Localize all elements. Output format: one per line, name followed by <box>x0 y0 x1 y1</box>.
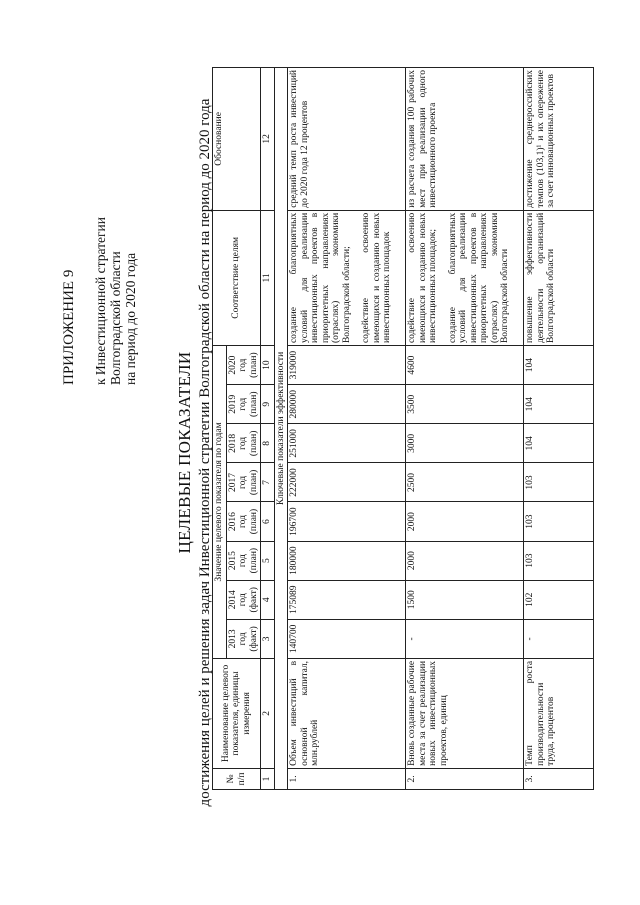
row-goal-text: создание благоприятных условий для реализации инвестиционных проектов в приоритетных направлениях (отраслях) экономики Волгоградской области; <box>289 212 352 344</box>
column-number: 11 <box>261 210 275 345</box>
column-number: 5 <box>261 541 275 580</box>
row-goals <box>406 210 524 345</box>
row-value: 222000 <box>288 463 406 502</box>
column-number: 6 <box>261 502 275 541</box>
column-number: 3 <box>261 619 275 658</box>
appendix-line: к Инвестиционной стратегии <box>93 217 108 385</box>
column-number: 4 <box>261 580 275 619</box>
row-value: 280000 <box>288 385 406 424</box>
column-number: 2 <box>261 658 275 768</box>
table-row <box>406 68 524 790</box>
row-value: 2000 <box>406 502 524 541</box>
row-value: 4600 <box>406 346 524 385</box>
header-year: 2019 год (план) <box>226 385 261 424</box>
header-year: 2013 год (факт) <box>226 619 261 658</box>
header-values-group: Значение целевого показателя по годам <box>213 346 227 659</box>
row-value: 104 <box>524 424 594 463</box>
appendix-block <box>62 25 138 385</box>
row-value: 103 <box>524 541 594 580</box>
column-number: 10 <box>261 346 275 385</box>
row-value: 251000 <box>288 424 406 463</box>
row-name: Вновь созданные рабочие места за счет реализации новых инвестиционных проектов, единиц <box>406 658 524 768</box>
indicators-table <box>212 67 594 790</box>
column-number: 1 <box>261 768 275 789</box>
row-value: 319000 <box>288 346 406 385</box>
row-value: 175089 <box>288 580 406 619</box>
row-number: 3. <box>524 768 594 789</box>
row-goal-text: повышение эффективности деятельности организаций Волгоградской области <box>525 212 556 344</box>
row-value: 104 <box>524 385 594 424</box>
row-value: 2000 <box>406 541 524 580</box>
row-goals <box>524 210 594 345</box>
header-year: 2017 год (план) <box>226 463 261 502</box>
row-value: 102 <box>524 580 594 619</box>
row-name: Объем инвестиций в основной капитал, млн.рублей <box>288 658 406 768</box>
row-number: 1. <box>288 768 406 789</box>
table-row <box>288 68 406 790</box>
row-basis: из расчета создания 100 рабочих мест при реализации одного инвестиционного проекта <box>406 68 524 211</box>
appendix-line: Волгоградской области <box>108 251 123 385</box>
header-year: 2020 год (план) <box>226 346 261 385</box>
row-goal-text: создание благоприятных условий для реализации инвестиционных проектов в приоритетных направлениях (отраслях) экономики Волгоградской области <box>447 212 510 344</box>
row-value: 1500 <box>406 580 524 619</box>
header-num: № п/п <box>213 768 261 789</box>
column-number: 7 <box>261 463 275 502</box>
row-basis: достижение среднероссийских темпов (103,1)¹ и их опережение за счет инновационных проектов <box>524 68 594 211</box>
column-number: 9 <box>261 385 275 424</box>
column-number: 12 <box>261 68 275 211</box>
header-year: 2014 год (факт) <box>226 580 261 619</box>
appendix-line: на период до 2020 года <box>123 252 138 385</box>
row-basis: средний темп роста инвестиций до 2020 года 12 процентов <box>288 68 406 211</box>
document-title: ЦЕЛЕВЫЕ ПОКАЗАТЕЛИ <box>175 351 194 554</box>
section-title: Ключевые показатели эффективности <box>274 68 288 790</box>
table-row <box>524 68 594 790</box>
header-goals: Соответствие целям <box>213 210 261 345</box>
header-name: Наименование целевого показателя, единицы измерения <box>213 658 261 768</box>
row-value: - <box>524 619 594 658</box>
row-value: 3000 <box>406 424 524 463</box>
row-name: Темп роста производительности труда, процентов <box>524 658 594 768</box>
row-value: 2500 <box>406 463 524 502</box>
row-value: 140700 <box>288 619 406 658</box>
column-number: 8 <box>261 424 275 463</box>
row-value: 180000 <box>288 541 406 580</box>
row-value: 104 <box>524 346 594 385</box>
row-goal-text: содействие освоению имеющихся и созданию новых инвестиционных площадок; <box>407 212 438 344</box>
row-number: 2. <box>406 768 524 789</box>
row-value: 3500 <box>406 385 524 424</box>
appendix-title: ПРИЛОЖЕНИЕ 9 <box>61 269 77 385</box>
row-value: - <box>406 619 524 658</box>
header-year: 2015 год (план) <box>226 541 261 580</box>
row-goal-text: содействие освоению имеющихся и созданию новых инвестиционных площадок <box>361 212 392 344</box>
header-year: 2018 год (план) <box>226 424 261 463</box>
row-value: 196700 <box>288 502 406 541</box>
row-value: 103 <box>524 463 594 502</box>
row-goals <box>288 210 406 345</box>
header-year: 2016 год (план) <box>226 502 261 541</box>
header-basis: Обоснование <box>213 68 261 211</box>
document-subtitle: достижения целей и решения задач Инвестиционной стратегии Волгоградской области на период до 2020 года <box>197 98 213 807</box>
row-value: 103 <box>524 502 594 541</box>
